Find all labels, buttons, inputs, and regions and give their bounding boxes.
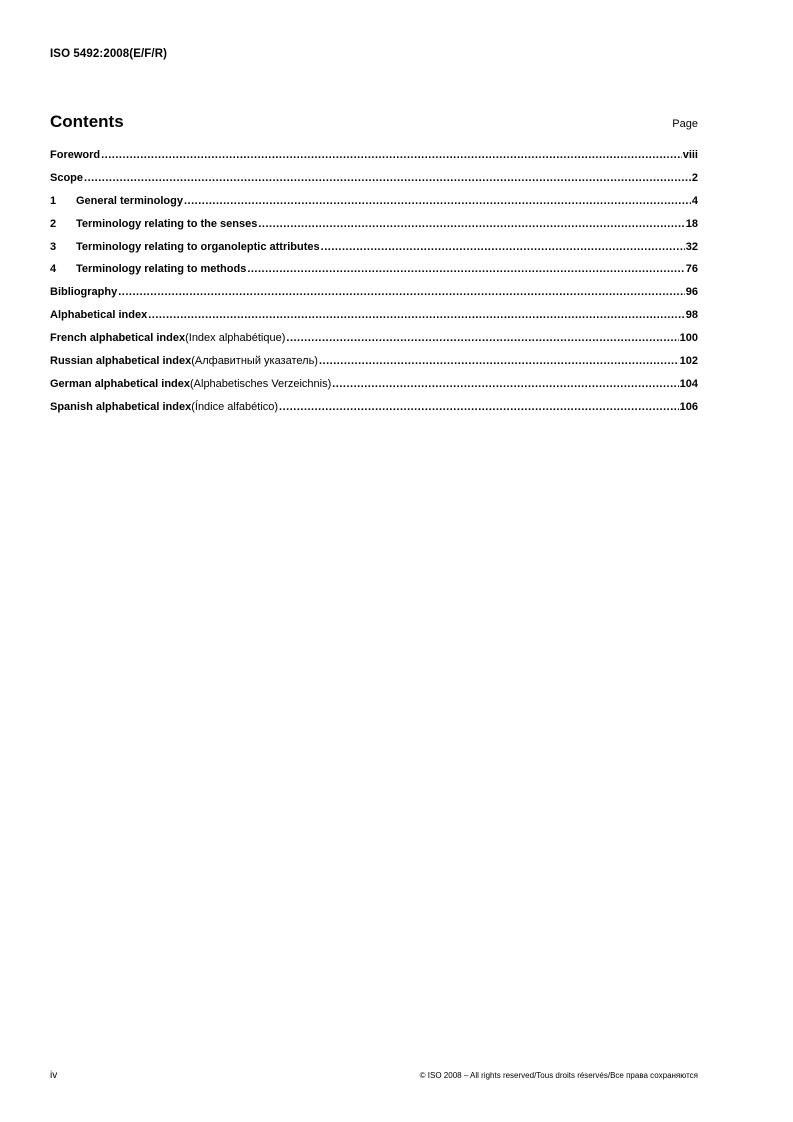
toc-entry-title: Terminology relating to the senses	[76, 217, 258, 230]
toc-entry-subtitle: (Алфавитный указатель)	[191, 355, 318, 368]
toc-entry-number: 3	[50, 240, 57, 253]
toc-entry-subtitle: (Índice alfabético)	[191, 400, 279, 413]
toc-entry-page: 76	[685, 263, 698, 276]
toc-entry-page: 102	[679, 355, 698, 368]
toc-entry-number: 2	[50, 217, 57, 230]
toc-entry-page: 2	[691, 171, 698, 184]
dot-leader	[319, 354, 679, 368]
toc-entry-german-index[interactable]	[50, 377, 698, 400]
toc-entry-senses[interactable]	[50, 217, 698, 240]
dot-leader	[332, 377, 678, 391]
dot-leader	[279, 400, 679, 414]
toc-entry-bibliography[interactable]	[50, 285, 698, 308]
contents-heading	[50, 112, 698, 132]
dot-leader	[286, 331, 678, 345]
toc-entry-title: French alphabetical index	[50, 332, 186, 345]
toc-entry-french-index[interactable]	[50, 331, 698, 354]
dot-leader	[247, 262, 684, 276]
footer-page-number: iv	[50, 1070, 58, 1081]
table-of-contents	[50, 148, 698, 423]
toc-entry-page: viii	[682, 149, 698, 161]
toc-entry-subtitle: (Index alphabétique)	[185, 332, 286, 345]
toc-entry-number: 1	[50, 194, 57, 207]
dot-leader	[118, 285, 685, 299]
toc-entry-title: Foreword	[50, 149, 101, 161]
contents-title: Contents	[50, 112, 124, 131]
toc-entry-scope[interactable]	[50, 171, 698, 194]
toc-entry-title: Terminology relating to methods	[76, 263, 247, 276]
toc-entry-title: Scope	[50, 171, 84, 184]
toc-entry-page: 18	[685, 217, 698, 230]
toc-entry-foreword[interactable]	[50, 148, 698, 171]
document-id: ISO 5492:2008(E/F/R)	[50, 48, 168, 60]
toc-entry-title: Spanish alphabetical index	[50, 400, 192, 413]
toc-entry-russian-index[interactable]	[50, 354, 698, 377]
dot-leader	[101, 148, 682, 162]
dot-leader	[148, 308, 685, 322]
dot-leader	[184, 194, 691, 208]
dot-leader	[258, 217, 684, 231]
toc-entry-title: Russian alphabetical index	[50, 355, 192, 368]
toc-entry-methods[interactable]	[50, 262, 698, 285]
toc-entry-organoleptic[interactable]	[50, 240, 698, 263]
toc-entry-page: 98	[685, 309, 698, 322]
page-column-label: Page	[672, 118, 698, 130]
toc-entry-page: 100	[679, 332, 698, 345]
toc-entry-page: 104	[679, 377, 698, 390]
toc-entry-page: 4	[691, 194, 698, 207]
toc-entry-alphabetical-index[interactable]	[50, 308, 698, 331]
toc-entry-title: Terminology relating to organoleptic attributes	[76, 240, 320, 253]
footer-copyright: © ISO 2008 – All rights reserved/Tous droits réservés/Все права сохраняются	[419, 1071, 698, 1080]
toc-entry-general-terminology[interactable]	[50, 194, 698, 217]
toc-entry-title: Bibliography	[50, 286, 118, 299]
toc-entry-title: German alphabetical index	[50, 377, 190, 390]
toc-entry-title: Alphabetical index	[50, 309, 148, 322]
toc-entry-title: General terminology	[76, 194, 183, 207]
toc-entry-number: 4	[50, 263, 57, 276]
toc-entry-page: 106	[679, 400, 698, 413]
toc-entry-page: 96	[685, 286, 698, 299]
dot-leader	[321, 240, 685, 254]
dot-leader	[84, 171, 691, 185]
toc-entry-page: 32	[685, 240, 698, 253]
toc-entry-spanish-index[interactable]	[50, 400, 698, 423]
toc-entry-subtitle: (Alphabetisches Verzeichnis)	[190, 377, 332, 390]
